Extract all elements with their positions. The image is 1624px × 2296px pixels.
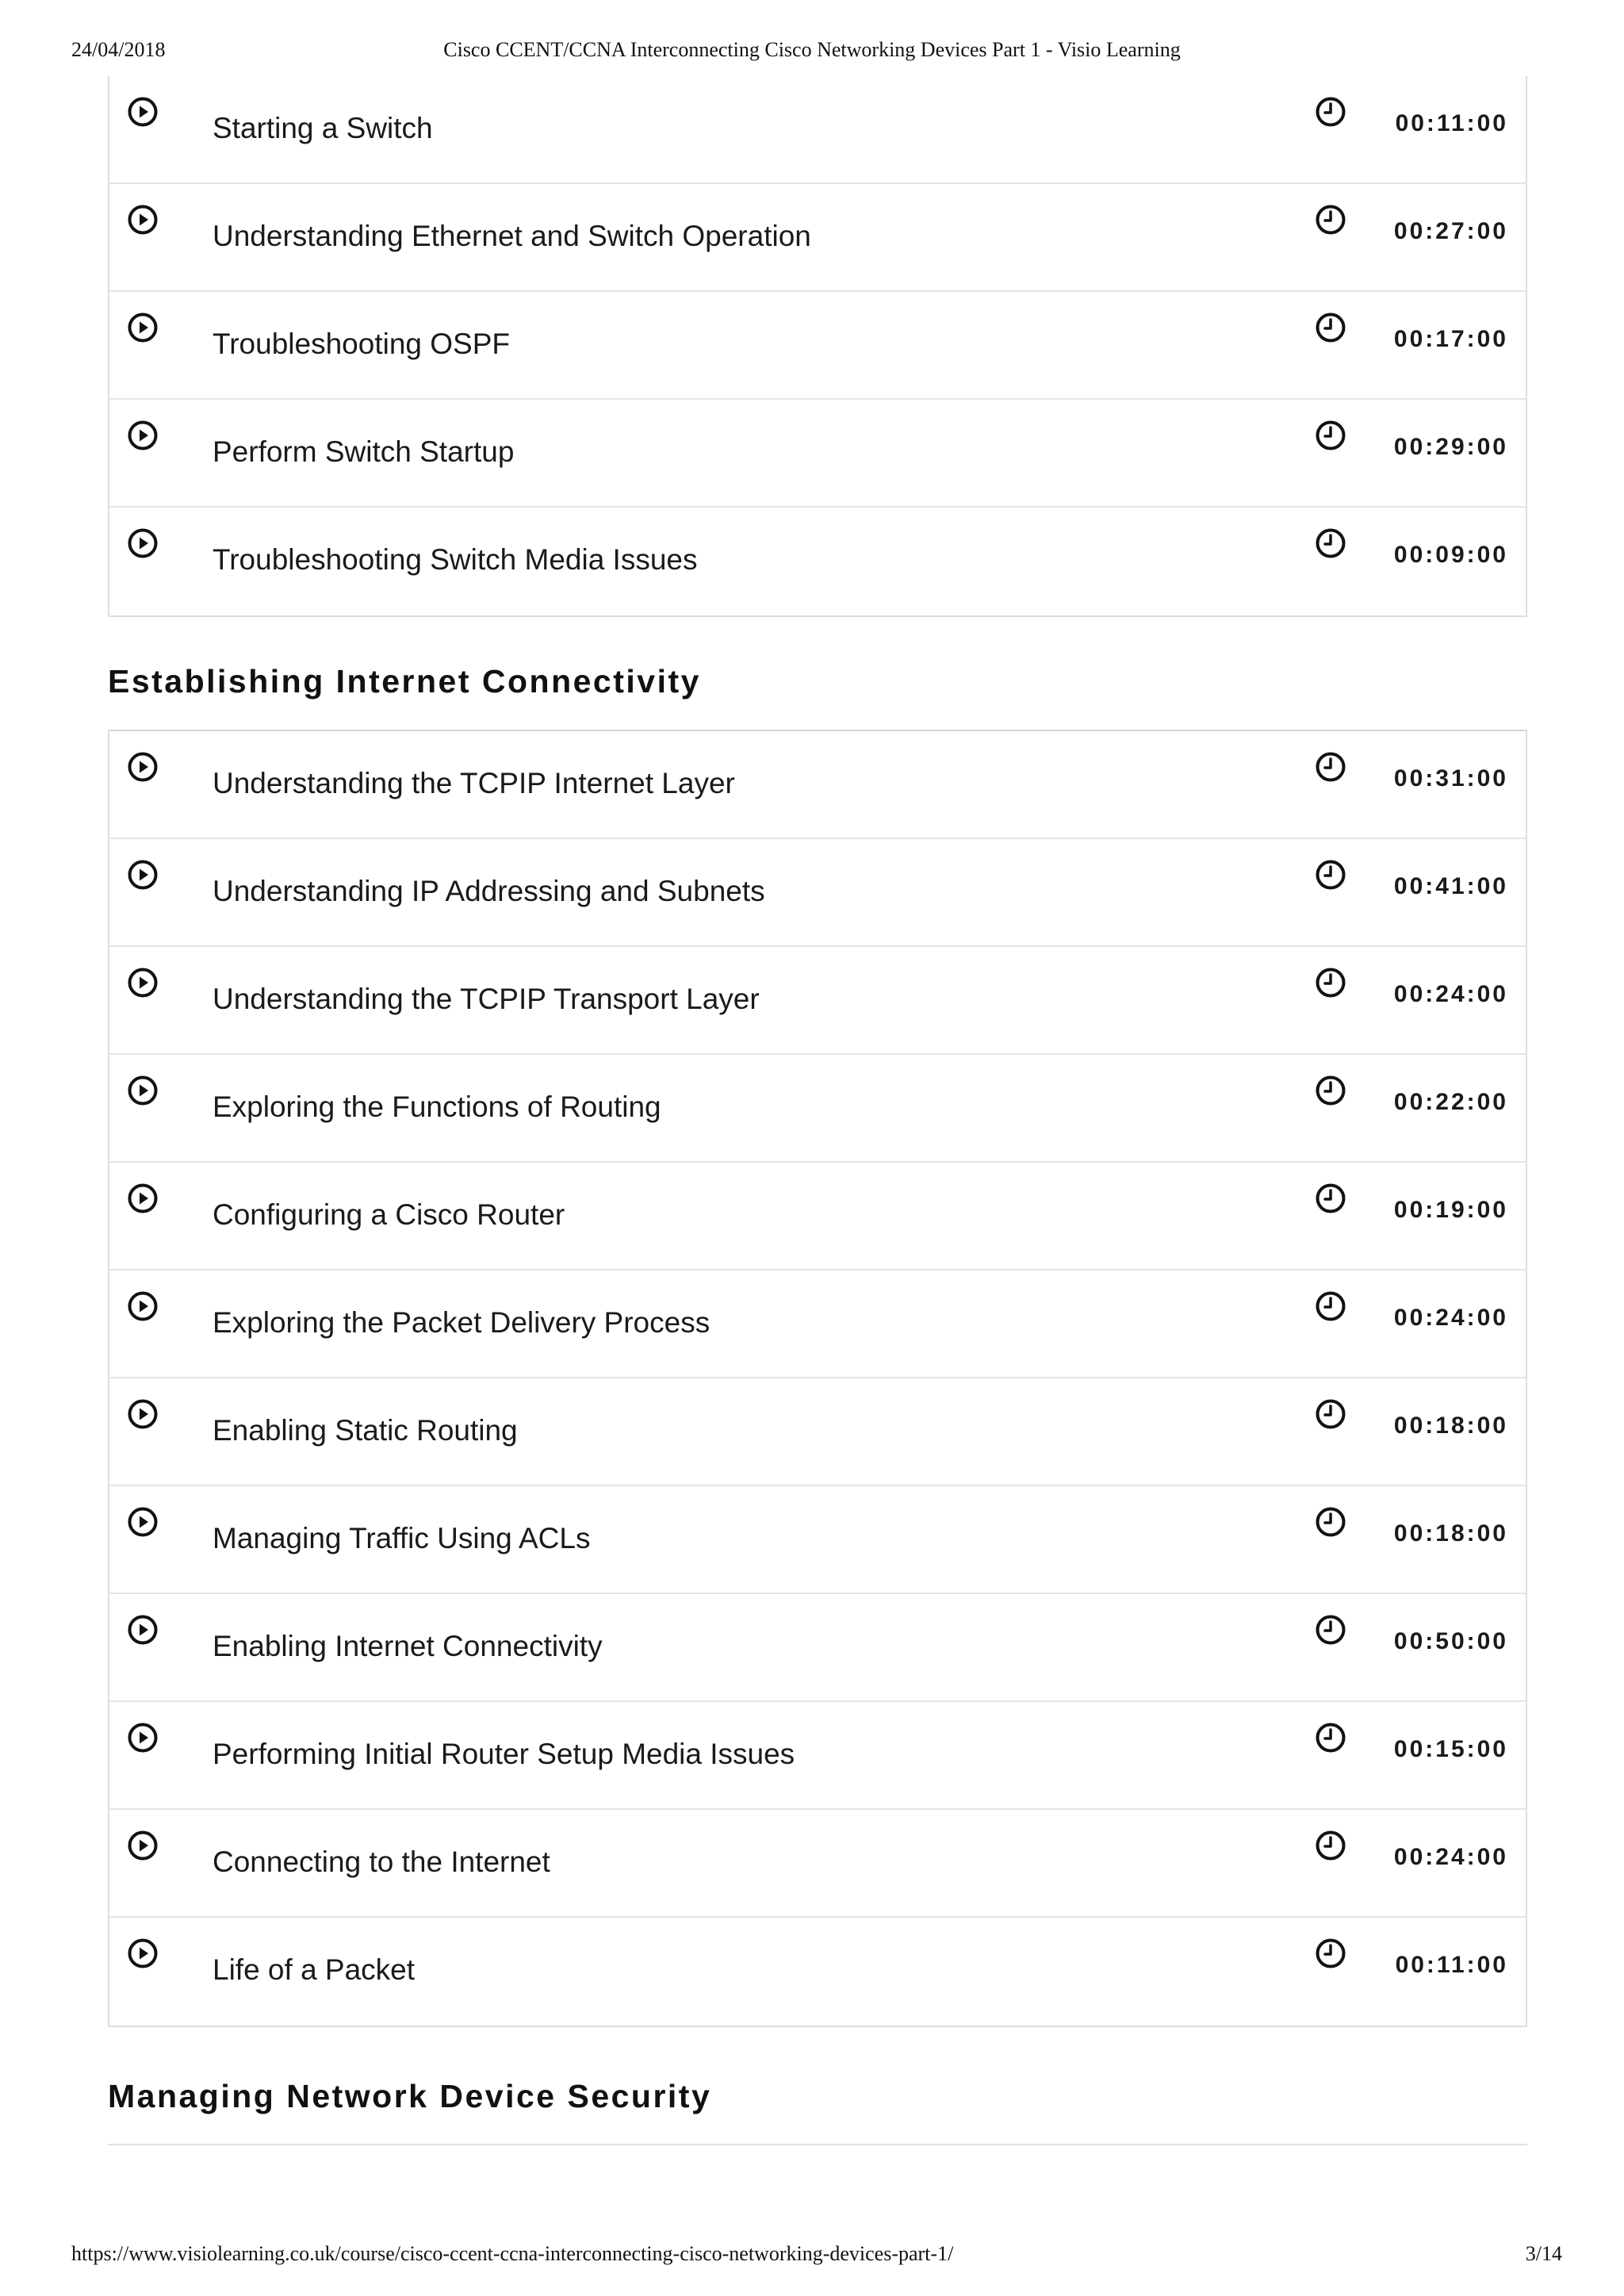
lesson-duration: 00:11:00 — [1395, 110, 1508, 136]
lesson-row[interactable] — [109, 731, 1526, 839]
lesson-duration: 00:24:00 — [1393, 981, 1508, 1007]
lesson-title[interactable]: Understanding the TCPIP Internet Layer — [213, 767, 735, 799]
lesson-row[interactable] — [109, 1918, 1526, 2026]
clock-icon — [1315, 312, 1346, 343]
play-circle-icon[interactable] — [127, 527, 159, 559]
clock-icon — [1315, 1938, 1346, 1969]
lesson-duration: 00:18:00 — [1393, 1520, 1508, 1547]
play-circle-icon[interactable] — [127, 1614, 159, 1646]
play-circle-icon[interactable] — [127, 859, 159, 891]
lesson-duration: 00:15:00 — [1393, 1736, 1508, 1762]
play-circle-icon[interactable] — [127, 1182, 159, 1214]
section-heading-network-device-security: Managing Network Device Security — [108, 2078, 712, 2114]
lesson-row[interactable] — [109, 1378, 1526, 1486]
lesson-list-switching — [108, 76, 1527, 617]
play-circle-icon[interactable] — [127, 96, 159, 128]
clock-icon — [1315, 204, 1346, 236]
lesson-duration: 00:18:00 — [1393, 1412, 1508, 1439]
lesson-duration: 00:17:00 — [1393, 326, 1508, 352]
clock-icon — [1315, 1290, 1346, 1322]
lesson-duration: 00:11:00 — [1395, 1952, 1508, 1978]
lesson-row[interactable] — [109, 1271, 1526, 1378]
lesson-duration: 00:29:00 — [1393, 434, 1508, 460]
lesson-row[interactable] — [109, 1055, 1526, 1163]
lesson-row[interactable] — [109, 839, 1526, 947]
lesson-duration: 00:24:00 — [1393, 1305, 1508, 1331]
lesson-row[interactable] — [109, 76, 1526, 184]
lesson-title[interactable]: Understanding Ethernet and Switch Operation — [213, 220, 811, 252]
play-circle-icon[interactable] — [127, 1075, 159, 1106]
clock-icon — [1315, 751, 1346, 783]
clock-icon — [1315, 859, 1346, 891]
lesson-list-internet-connectivity — [108, 730, 1527, 2027]
print-header — [0, 38, 1624, 70]
lesson-row[interactable] — [109, 184, 1526, 292]
print-page-title: Cisco CCENT/CCNA Interconnecting Cisco Networking Devices Part 1 - Visio Learning — [443, 38, 1181, 61]
lesson-duration: 00:41:00 — [1393, 873, 1508, 899]
play-circle-icon[interactable] — [127, 204, 159, 236]
section-heading-internet-connectivity: Establishing Internet Connectivity — [108, 663, 701, 700]
lesson-title[interactable]: Life of a Packet — [213, 1953, 416, 1986]
lesson-title[interactable]: Troubleshooting Switch Media Issues — [213, 543, 698, 576]
lesson-title[interactable]: Enabling Internet Connectivity — [213, 1630, 603, 1662]
clock-icon — [1315, 1398, 1346, 1430]
section-divider — [108, 2144, 1527, 2145]
clock-icon — [1315, 96, 1346, 128]
clock-icon — [1315, 1830, 1346, 1861]
lesson-row[interactable] — [109, 400, 1526, 508]
clock-icon — [1315, 967, 1346, 999]
lesson-row[interactable] — [109, 1486, 1526, 1594]
lesson-title[interactable]: Connecting to the Internet — [213, 1846, 550, 1878]
play-circle-icon[interactable] — [127, 420, 159, 451]
play-circle-icon[interactable] — [127, 1290, 159, 1322]
play-circle-icon[interactable] — [127, 1938, 159, 1969]
play-circle-icon[interactable] — [127, 1830, 159, 1861]
lesson-title[interactable]: Managing Traffic Using ACLs — [213, 1522, 591, 1554]
lesson-title[interactable]: Configuring a Cisco Router — [213, 1198, 565, 1231]
lesson-title[interactable]: Starting a Switch — [213, 112, 433, 144]
play-circle-icon[interactable] — [127, 1722, 159, 1754]
lesson-duration: 00:22:00 — [1393, 1089, 1508, 1115]
clock-icon — [1315, 1614, 1346, 1646]
print-url: https://www.visiolearning.co.uk/course/cisco-ccent-ccna-interconnecting-cisco-networking-devices-part-1/ — [71, 2242, 954, 2265]
clock-icon — [1315, 527, 1346, 559]
lesson-duration: 00:09:00 — [1393, 542, 1508, 568]
lesson-row[interactable] — [109, 947, 1526, 1055]
lesson-duration: 00:19:00 — [1393, 1197, 1508, 1223]
clock-icon — [1315, 1722, 1346, 1754]
play-circle-icon[interactable] — [127, 1506, 159, 1538]
lesson-row[interactable] — [109, 292, 1526, 400]
print-page-number: 3/14 — [1525, 2242, 1562, 2265]
lesson-title[interactable]: Performing Initial Router Setup Media Issues — [213, 1738, 795, 1770]
print-date: 24/04/2018 — [71, 38, 166, 61]
play-circle-icon[interactable] — [127, 312, 159, 343]
lesson-title[interactable]: Understanding IP Addressing and Subnets — [213, 875, 765, 907]
lesson-row[interactable] — [109, 508, 1526, 615]
lesson-duration: 00:50:00 — [1393, 1628, 1508, 1654]
lesson-title[interactable]: Exploring the Packet Delivery Process — [213, 1306, 710, 1339]
lesson-duration: 00:27:00 — [1393, 218, 1508, 244]
lesson-title[interactable]: Perform Switch Startup — [213, 435, 515, 468]
clock-icon — [1315, 1182, 1346, 1214]
lesson-title[interactable]: Understanding the TCPIP Transport Layer — [213, 983, 760, 1015]
clock-icon — [1315, 420, 1346, 451]
play-circle-icon[interactable] — [127, 751, 159, 783]
print-footer — [0, 2242, 1624, 2274]
play-circle-icon[interactable] — [127, 967, 159, 999]
lesson-row[interactable] — [109, 1163, 1526, 1271]
lesson-title[interactable]: Exploring the Functions of Routing — [213, 1091, 661, 1123]
lesson-row[interactable] — [109, 1702, 1526, 1810]
lesson-duration: 00:24:00 — [1393, 1844, 1508, 1870]
play-circle-icon[interactable] — [127, 1398, 159, 1430]
clock-icon — [1315, 1506, 1346, 1538]
lesson-title[interactable]: Troubleshooting OSPF — [213, 328, 510, 360]
lesson-title[interactable]: Enabling Static Routing — [213, 1414, 518, 1447]
clock-icon — [1315, 1075, 1346, 1106]
lesson-row[interactable] — [109, 1810, 1526, 1918]
lesson-duration: 00:31:00 — [1393, 765, 1508, 792]
lesson-row[interactable] — [109, 1594, 1526, 1702]
